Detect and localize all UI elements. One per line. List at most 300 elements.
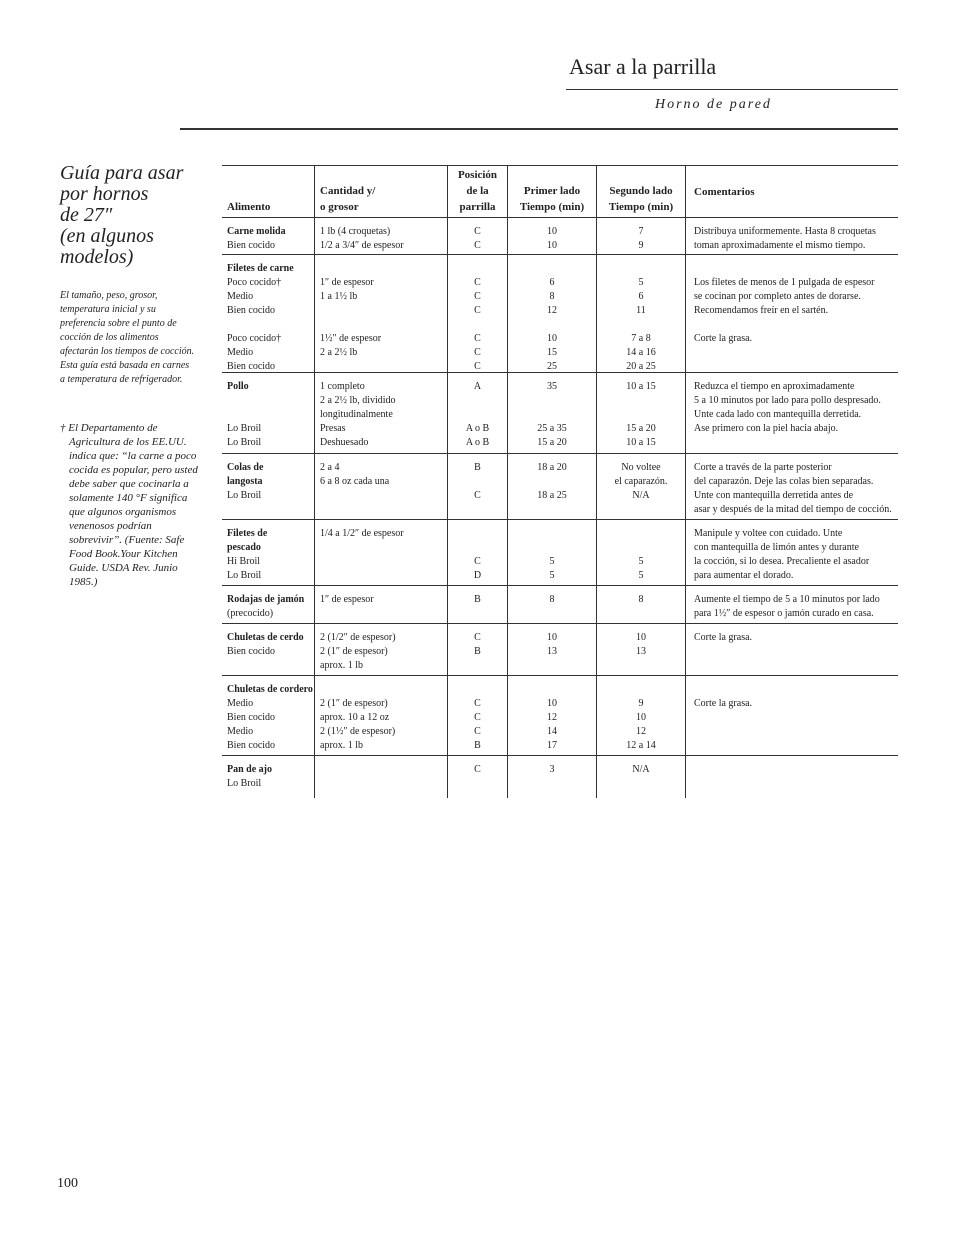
cell-line: longitudinalmente bbox=[320, 409, 393, 420]
cell-line: Bien cocido bbox=[227, 240, 276, 251]
cell-line bbox=[597, 607, 685, 621]
cell-line bbox=[448, 475, 507, 489]
cell-line bbox=[597, 262, 685, 276]
cell-line: Pan de ajo bbox=[227, 764, 272, 775]
cell-quantity bbox=[314, 676, 447, 755]
cell-line bbox=[320, 607, 447, 621]
cell-line: C bbox=[474, 490, 481, 501]
cell-line: 1 completo bbox=[320, 381, 365, 392]
footnote-line: Agricultura de los EE.UU. bbox=[69, 436, 187, 448]
page-header-title: Asar a la parrilla bbox=[569, 54, 717, 79]
cell-line: 5 bbox=[638, 556, 644, 567]
cell-line: se cocinan por completo antes de dorarse. bbox=[694, 291, 861, 302]
cell-comments bbox=[685, 624, 898, 675]
cell-line: Hi Broil bbox=[227, 556, 261, 567]
footnote-line: debe saber que cocinarla a bbox=[69, 478, 189, 490]
cell-line bbox=[508, 262, 596, 276]
cell-line bbox=[320, 262, 447, 276]
cell-line: 1/2 a 3/4″ de espesor bbox=[320, 240, 404, 251]
cell-line: Unte con mantequilla derretida antes de bbox=[694, 490, 854, 501]
cell-line: Lo Broil bbox=[227, 778, 262, 789]
cell-line bbox=[320, 360, 447, 374]
cell-line bbox=[597, 777, 685, 791]
cell-line: Corte a través de la parte posterior bbox=[694, 462, 832, 473]
cell-food bbox=[222, 624, 314, 675]
cell-line: 5 a 10 minutos por lado para pollo despresado. bbox=[694, 395, 881, 406]
cell-line bbox=[694, 262, 898, 276]
column-header-line: o grosor bbox=[320, 201, 359, 213]
footnote bbox=[60, 421, 210, 589]
cell-line bbox=[694, 763, 898, 777]
cell-comments bbox=[685, 520, 898, 585]
cell-line bbox=[320, 555, 447, 569]
cell-first-side-time bbox=[507, 373, 596, 453]
cell-line: Chuletas de cerdo bbox=[227, 632, 304, 643]
cell-first-side-time bbox=[507, 676, 596, 755]
cell-line: 6 bbox=[549, 277, 555, 288]
column-header-comments bbox=[685, 166, 898, 217]
cell-rack-position bbox=[447, 676, 507, 755]
cell-line: Filetes de carne bbox=[227, 263, 294, 274]
cell-line: A o B bbox=[465, 423, 490, 434]
table-header-row bbox=[222, 166, 898, 218]
cell-line: 15 a 20 bbox=[537, 437, 567, 448]
cell-line: 12 bbox=[636, 726, 646, 737]
cell-second-side-time bbox=[596, 586, 685, 623]
cell-first-side-time bbox=[507, 454, 596, 519]
cell-line: Bien cocido bbox=[227, 361, 276, 372]
cell-line: Deshuesado bbox=[320, 437, 369, 448]
cell-quantity bbox=[314, 756, 447, 798]
cell-line: toman aproximadamente el mismo tiempo. bbox=[694, 240, 866, 251]
cell-line bbox=[320, 569, 447, 583]
cell-line: 18 a 20 bbox=[537, 462, 567, 473]
cell-second-side-time bbox=[596, 454, 685, 519]
cell-line: 13 bbox=[636, 646, 646, 657]
cell-comments bbox=[685, 676, 898, 755]
guide-note-line: preferencia sobre el punto de bbox=[60, 318, 177, 329]
cell-line: B bbox=[474, 594, 481, 605]
cell-line: 11 bbox=[636, 305, 646, 316]
cell-line: 10 bbox=[547, 226, 557, 237]
cell-line: 5 bbox=[549, 570, 555, 581]
column-header-line: Posición bbox=[457, 169, 498, 181]
cell-line: Lo Broil bbox=[227, 423, 262, 434]
cell-line: 1½″ de espesor bbox=[320, 333, 382, 344]
cell-line: C bbox=[474, 361, 481, 372]
cell-line: 13 bbox=[547, 646, 557, 657]
cell-rack-position bbox=[447, 624, 507, 675]
cell-line bbox=[694, 645, 898, 659]
cell-line bbox=[694, 711, 898, 725]
column-header-line: parrilla bbox=[459, 201, 496, 213]
table-row bbox=[222, 373, 898, 454]
column-header-line: Segundo lado bbox=[609, 185, 673, 197]
cell-line: (precocido) bbox=[227, 608, 274, 619]
cell-line bbox=[694, 360, 898, 374]
cell-line: Los filetes de menos de 1 pulgada de espesor bbox=[694, 277, 875, 288]
cell-rack-position bbox=[447, 756, 507, 798]
cell-quantity bbox=[314, 454, 447, 519]
table-row bbox=[222, 756, 898, 798]
cell-line bbox=[508, 607, 596, 621]
cell-line: 2 (1½″ de espesor) bbox=[320, 726, 396, 737]
cell-line: B bbox=[474, 462, 481, 473]
guide-title-line: modelos) bbox=[60, 246, 134, 268]
table-row bbox=[222, 218, 898, 255]
cell-line: Rodajas de jamón bbox=[227, 594, 305, 605]
cell-line bbox=[448, 607, 507, 621]
cell-line bbox=[448, 394, 507, 408]
cell-line: Manipule y voltee con cuidado. Unte bbox=[694, 528, 843, 539]
table-row bbox=[222, 255, 898, 373]
cell-line: 18 a 25 bbox=[537, 490, 567, 501]
page-number: 100 bbox=[57, 1176, 78, 1191]
cell-line: el caparazón. bbox=[614, 476, 668, 487]
cell-line: Corte la grasa. bbox=[694, 698, 753, 709]
table-row bbox=[222, 520, 898, 586]
column-header-second-side-time bbox=[596, 166, 685, 217]
guide-note-line: a temperatura de refrigerador. bbox=[60, 374, 183, 385]
cell-line bbox=[448, 541, 507, 555]
cell-line bbox=[694, 436, 898, 450]
cell-line: 10 bbox=[547, 632, 557, 643]
guide-title-line: de 27″ bbox=[60, 204, 113, 226]
cell-line: C bbox=[474, 712, 481, 723]
cell-line: Bien cocido bbox=[227, 305, 276, 316]
cell-line bbox=[508, 541, 596, 555]
footnote-line: indica que: “la carne a poco bbox=[69, 450, 197, 462]
cell-line: No voltee bbox=[621, 462, 661, 473]
cell-first-side-time bbox=[507, 218, 596, 254]
cell-line: Bien cocido bbox=[227, 646, 276, 657]
cell-line: 25 a 35 bbox=[537, 423, 567, 434]
cell-rack-position bbox=[447, 586, 507, 623]
cell-line: C bbox=[474, 726, 481, 737]
cell-line: C bbox=[474, 632, 481, 643]
cell-line bbox=[320, 318, 447, 332]
cell-rack-position bbox=[447, 373, 507, 453]
cell-first-side-time bbox=[507, 520, 596, 585]
cell-line bbox=[694, 777, 898, 791]
cell-line bbox=[448, 408, 507, 422]
guide-note-line: Esta guía está basada en carnes bbox=[60, 360, 190, 371]
cell-line: 8 bbox=[549, 291, 555, 302]
cell-quantity bbox=[314, 624, 447, 675]
cell-line: 2 (1″ de espesor) bbox=[320, 698, 388, 709]
cell-line: Lo Broil bbox=[227, 437, 262, 448]
column-header-line: de la bbox=[466, 185, 489, 197]
column-header-line: Tiempo (min) bbox=[608, 201, 674, 213]
cell-line bbox=[694, 739, 898, 753]
cell-second-side-time bbox=[596, 255, 685, 372]
cell-line bbox=[508, 527, 596, 541]
cell-line: Medio bbox=[227, 291, 254, 302]
cell-line: Medio bbox=[227, 347, 254, 358]
cell-line bbox=[320, 541, 447, 555]
column-header-line: Alimento bbox=[227, 201, 271, 213]
cell-line: 1″ de espesor bbox=[320, 277, 374, 288]
cell-line bbox=[320, 763, 447, 777]
cell-line: 1/4 a 1/2″ de espesor bbox=[320, 528, 404, 539]
cell-line: 10 bbox=[547, 698, 557, 709]
cell-line: 10 bbox=[547, 240, 557, 251]
cell-quantity bbox=[314, 586, 447, 623]
cell-line bbox=[227, 408, 314, 422]
cell-comments bbox=[685, 756, 898, 798]
footnote-line: cocida es popular, pero usted bbox=[69, 464, 198, 476]
cell-rack-position bbox=[447, 255, 507, 372]
cell-food bbox=[222, 676, 314, 755]
cell-line: C bbox=[474, 277, 481, 288]
cell-line: Corte la grasa. bbox=[694, 333, 753, 344]
cell-line: 25 bbox=[547, 361, 557, 372]
cell-line: 1″ de espesor bbox=[320, 594, 374, 605]
cell-line: 7 a 8 bbox=[631, 333, 651, 344]
cell-line: A o B bbox=[465, 437, 490, 448]
cell-line bbox=[597, 394, 685, 408]
cell-line: pescado bbox=[227, 542, 261, 553]
cell-line: N/A bbox=[632, 764, 650, 775]
cell-line: Corte la grasa. bbox=[694, 632, 753, 643]
cell-second-side-time bbox=[596, 218, 685, 254]
guide-title-line: Guía para asar bbox=[60, 162, 184, 184]
cell-line bbox=[694, 725, 898, 739]
cell-line: C bbox=[474, 556, 481, 567]
cell-line: Bien cocido bbox=[227, 712, 276, 723]
cell-line bbox=[508, 659, 596, 673]
cell-line bbox=[227, 659, 314, 673]
cell-line: 12 bbox=[547, 712, 557, 723]
cell-line: Carne molida bbox=[227, 226, 286, 237]
cell-line: 14 a 16 bbox=[626, 347, 656, 358]
cell-line: 10 bbox=[636, 632, 646, 643]
cell-line: Poco cocido† bbox=[227, 277, 282, 288]
cell-line bbox=[508, 475, 596, 489]
column-header-line: Cantidad y/ bbox=[320, 185, 376, 197]
cell-line: Recomendamos freír en el sartén. bbox=[694, 305, 829, 316]
column-header-line: Primer lado bbox=[523, 185, 581, 197]
cell-line: C bbox=[474, 240, 481, 251]
cell-second-side-time bbox=[596, 756, 685, 798]
table-row bbox=[222, 676, 898, 756]
cell-line bbox=[320, 304, 447, 318]
cell-line: Pollo bbox=[227, 381, 249, 392]
cell-line: Unte cada lado con mantequilla derretida. bbox=[694, 409, 862, 420]
cell-line: 10 bbox=[547, 333, 557, 344]
cell-food bbox=[222, 586, 314, 623]
cell-food bbox=[222, 373, 314, 453]
cell-line: 14 bbox=[547, 726, 557, 737]
cell-line: C bbox=[474, 291, 481, 302]
cell-line bbox=[694, 346, 898, 360]
table-row bbox=[222, 624, 898, 676]
footnote-line: † El Departamento de bbox=[60, 422, 158, 434]
footnote-line: solamente 140 °F significa bbox=[69, 492, 188, 504]
cell-line: Reduzca el tiempo en aproximadamente bbox=[694, 381, 855, 392]
cell-line: langosta bbox=[227, 476, 263, 487]
cell-line: 5 bbox=[638, 277, 644, 288]
broiling-guide-table bbox=[222, 165, 898, 798]
cell-line bbox=[597, 318, 685, 332]
footnote-line: venenosos podrían bbox=[69, 520, 152, 532]
cell-line: Poco cocido† bbox=[227, 333, 282, 344]
cell-food bbox=[222, 454, 314, 519]
cell-line: para aumentar el dorado. bbox=[694, 570, 794, 581]
cell-line: Presas bbox=[320, 423, 346, 434]
cell-line: aprox. 1 lb bbox=[320, 740, 364, 751]
cell-line: del caparazón. Deje las colas bien separadas. bbox=[694, 476, 874, 487]
cell-line: Medio bbox=[227, 726, 254, 737]
guide-title bbox=[60, 163, 220, 268]
cell-food bbox=[222, 520, 314, 585]
cell-line: Bien cocido bbox=[227, 740, 276, 751]
cell-line bbox=[227, 318, 314, 332]
cell-line: C bbox=[474, 764, 481, 775]
cell-line: Distribuya uniformemente. Hasta 8 croquetas bbox=[694, 226, 876, 237]
cell-line: 15 a 20 bbox=[626, 423, 656, 434]
cell-line bbox=[597, 527, 685, 541]
cell-line: Lo Broil bbox=[227, 570, 262, 581]
cell-comments bbox=[685, 586, 898, 623]
cell-line: 10 a 15 bbox=[626, 381, 656, 392]
cell-line: la cocción, si lo desea. Precaliente el asador bbox=[694, 556, 870, 567]
cell-rack-position bbox=[447, 454, 507, 519]
cell-comments bbox=[685, 218, 898, 254]
cell-second-side-time bbox=[596, 624, 685, 675]
column-header-rack-position bbox=[447, 166, 507, 217]
cell-line: asar y después de la mitad del tiempo de cocción. bbox=[694, 504, 892, 515]
cell-line: 6 bbox=[638, 291, 644, 302]
cell-food bbox=[222, 255, 314, 372]
guide-note-line: cocción de los alimentos bbox=[60, 332, 159, 343]
guide-note-line: El tamaño, peso, grosor, bbox=[60, 290, 158, 301]
guide-title-line: (en algunos bbox=[60, 225, 154, 247]
cell-second-side-time bbox=[596, 520, 685, 585]
cell-line bbox=[694, 659, 898, 673]
cell-line: B bbox=[474, 740, 481, 751]
cell-line: 10 bbox=[636, 712, 646, 723]
cell-line: A bbox=[473, 381, 482, 392]
cell-line bbox=[320, 683, 447, 697]
cell-line: 9 bbox=[638, 698, 644, 709]
page-header-subtitle: Horno de pared bbox=[655, 97, 772, 112]
footnote-line: Guide. USDA Rev. Junio bbox=[69, 562, 178, 574]
cell-line: 6 a 8 oz cada una bbox=[320, 476, 390, 487]
cell-line bbox=[320, 489, 447, 503]
cell-line: 20 a 25 bbox=[626, 361, 656, 372]
cell-food bbox=[222, 756, 314, 798]
cell-line: Aumente el tiempo de 5 a 10 minutos por lado bbox=[694, 594, 880, 605]
cell-rack-position bbox=[447, 520, 507, 585]
cell-line: 35 bbox=[547, 381, 557, 392]
cell-line: 8 bbox=[549, 594, 555, 605]
cell-line: Ase primero con la piel hacia abajo. bbox=[694, 423, 839, 434]
cell-line: 5 bbox=[549, 556, 555, 567]
cell-line: 1 lb (4 croquetas) bbox=[320, 226, 391, 237]
cell-line: 2 a 4 bbox=[320, 462, 340, 473]
cell-line: con mantequilla de limón antes y durante bbox=[694, 542, 859, 553]
cell-comments bbox=[685, 373, 898, 453]
footnote-line: que algunos organismos bbox=[69, 506, 177, 518]
cell-line: C bbox=[474, 226, 481, 237]
cell-comments bbox=[685, 454, 898, 519]
cell-quantity bbox=[314, 218, 447, 254]
cell-second-side-time bbox=[596, 676, 685, 755]
cell-first-side-time bbox=[507, 624, 596, 675]
cell-line: Colas de bbox=[227, 462, 264, 473]
column-header-line: Tiempo (min) bbox=[519, 201, 585, 213]
footnote-line: 1985.) bbox=[69, 576, 98, 588]
cell-line bbox=[508, 394, 596, 408]
cell-line: 17 bbox=[547, 740, 557, 751]
cell-line bbox=[448, 777, 507, 791]
cell-line: B bbox=[474, 646, 481, 657]
cell-first-side-time bbox=[507, 255, 596, 372]
cell-rack-position bbox=[447, 218, 507, 254]
cell-line: 12 a 14 bbox=[626, 740, 656, 751]
cell-line: C bbox=[474, 305, 481, 316]
cell-line bbox=[597, 541, 685, 555]
cell-food bbox=[222, 218, 314, 254]
cell-line bbox=[508, 318, 596, 332]
column-header-first-side-time bbox=[507, 166, 596, 217]
table-row bbox=[222, 586, 898, 624]
cell-line: D bbox=[473, 570, 482, 581]
cell-line: 3 bbox=[549, 764, 555, 775]
cell-second-side-time bbox=[596, 373, 685, 453]
cell-line bbox=[508, 777, 596, 791]
cell-quantity bbox=[314, 520, 447, 585]
cell-line: Lo Broil bbox=[227, 490, 262, 501]
cell-line: aprox. 1 lb bbox=[320, 660, 364, 671]
cell-line: 2 a 2½ lb, dividido bbox=[320, 395, 396, 406]
cell-line: Chuletas de cordero bbox=[227, 684, 313, 695]
cell-line bbox=[227, 394, 314, 408]
cell-line: 15 bbox=[547, 347, 557, 358]
cell-line bbox=[508, 408, 596, 422]
cell-line bbox=[448, 262, 507, 276]
column-header-food bbox=[222, 166, 314, 217]
guide-title-line: por hornos bbox=[60, 183, 149, 205]
cell-line bbox=[597, 659, 685, 673]
cell-line bbox=[448, 318, 507, 332]
column-header-line: Comentarios bbox=[694, 185, 755, 198]
cell-line: 7 bbox=[638, 226, 644, 237]
cell-comments bbox=[685, 255, 898, 372]
column-header-quantity bbox=[314, 166, 447, 217]
cell-line bbox=[448, 659, 507, 673]
cell-line: 2 (1/2″ de espesor) bbox=[320, 632, 396, 643]
cell-line: aprox. 10 a 12 oz bbox=[320, 712, 390, 723]
guide-note-line: afectarán los tiempos de cocción. bbox=[60, 346, 195, 357]
cell-line: C bbox=[474, 347, 481, 358]
cell-line: 5 bbox=[638, 570, 644, 581]
cell-first-side-time bbox=[507, 756, 596, 798]
header-rule bbox=[566, 89, 898, 90]
cell-line: 12 bbox=[547, 305, 557, 316]
cell-line bbox=[597, 683, 685, 697]
guide-note-line: temperatura inicial y su bbox=[60, 304, 156, 315]
cell-line: 9 bbox=[638, 240, 644, 251]
cell-first-side-time bbox=[507, 586, 596, 623]
cell-line bbox=[597, 408, 685, 422]
cell-line: C bbox=[474, 333, 481, 344]
cell-line: 8 bbox=[638, 594, 644, 605]
cell-line: para 1½″ de espesor o jamón curado en casa. bbox=[694, 608, 874, 619]
cell-quantity bbox=[314, 255, 447, 372]
table-row bbox=[222, 454, 898, 520]
